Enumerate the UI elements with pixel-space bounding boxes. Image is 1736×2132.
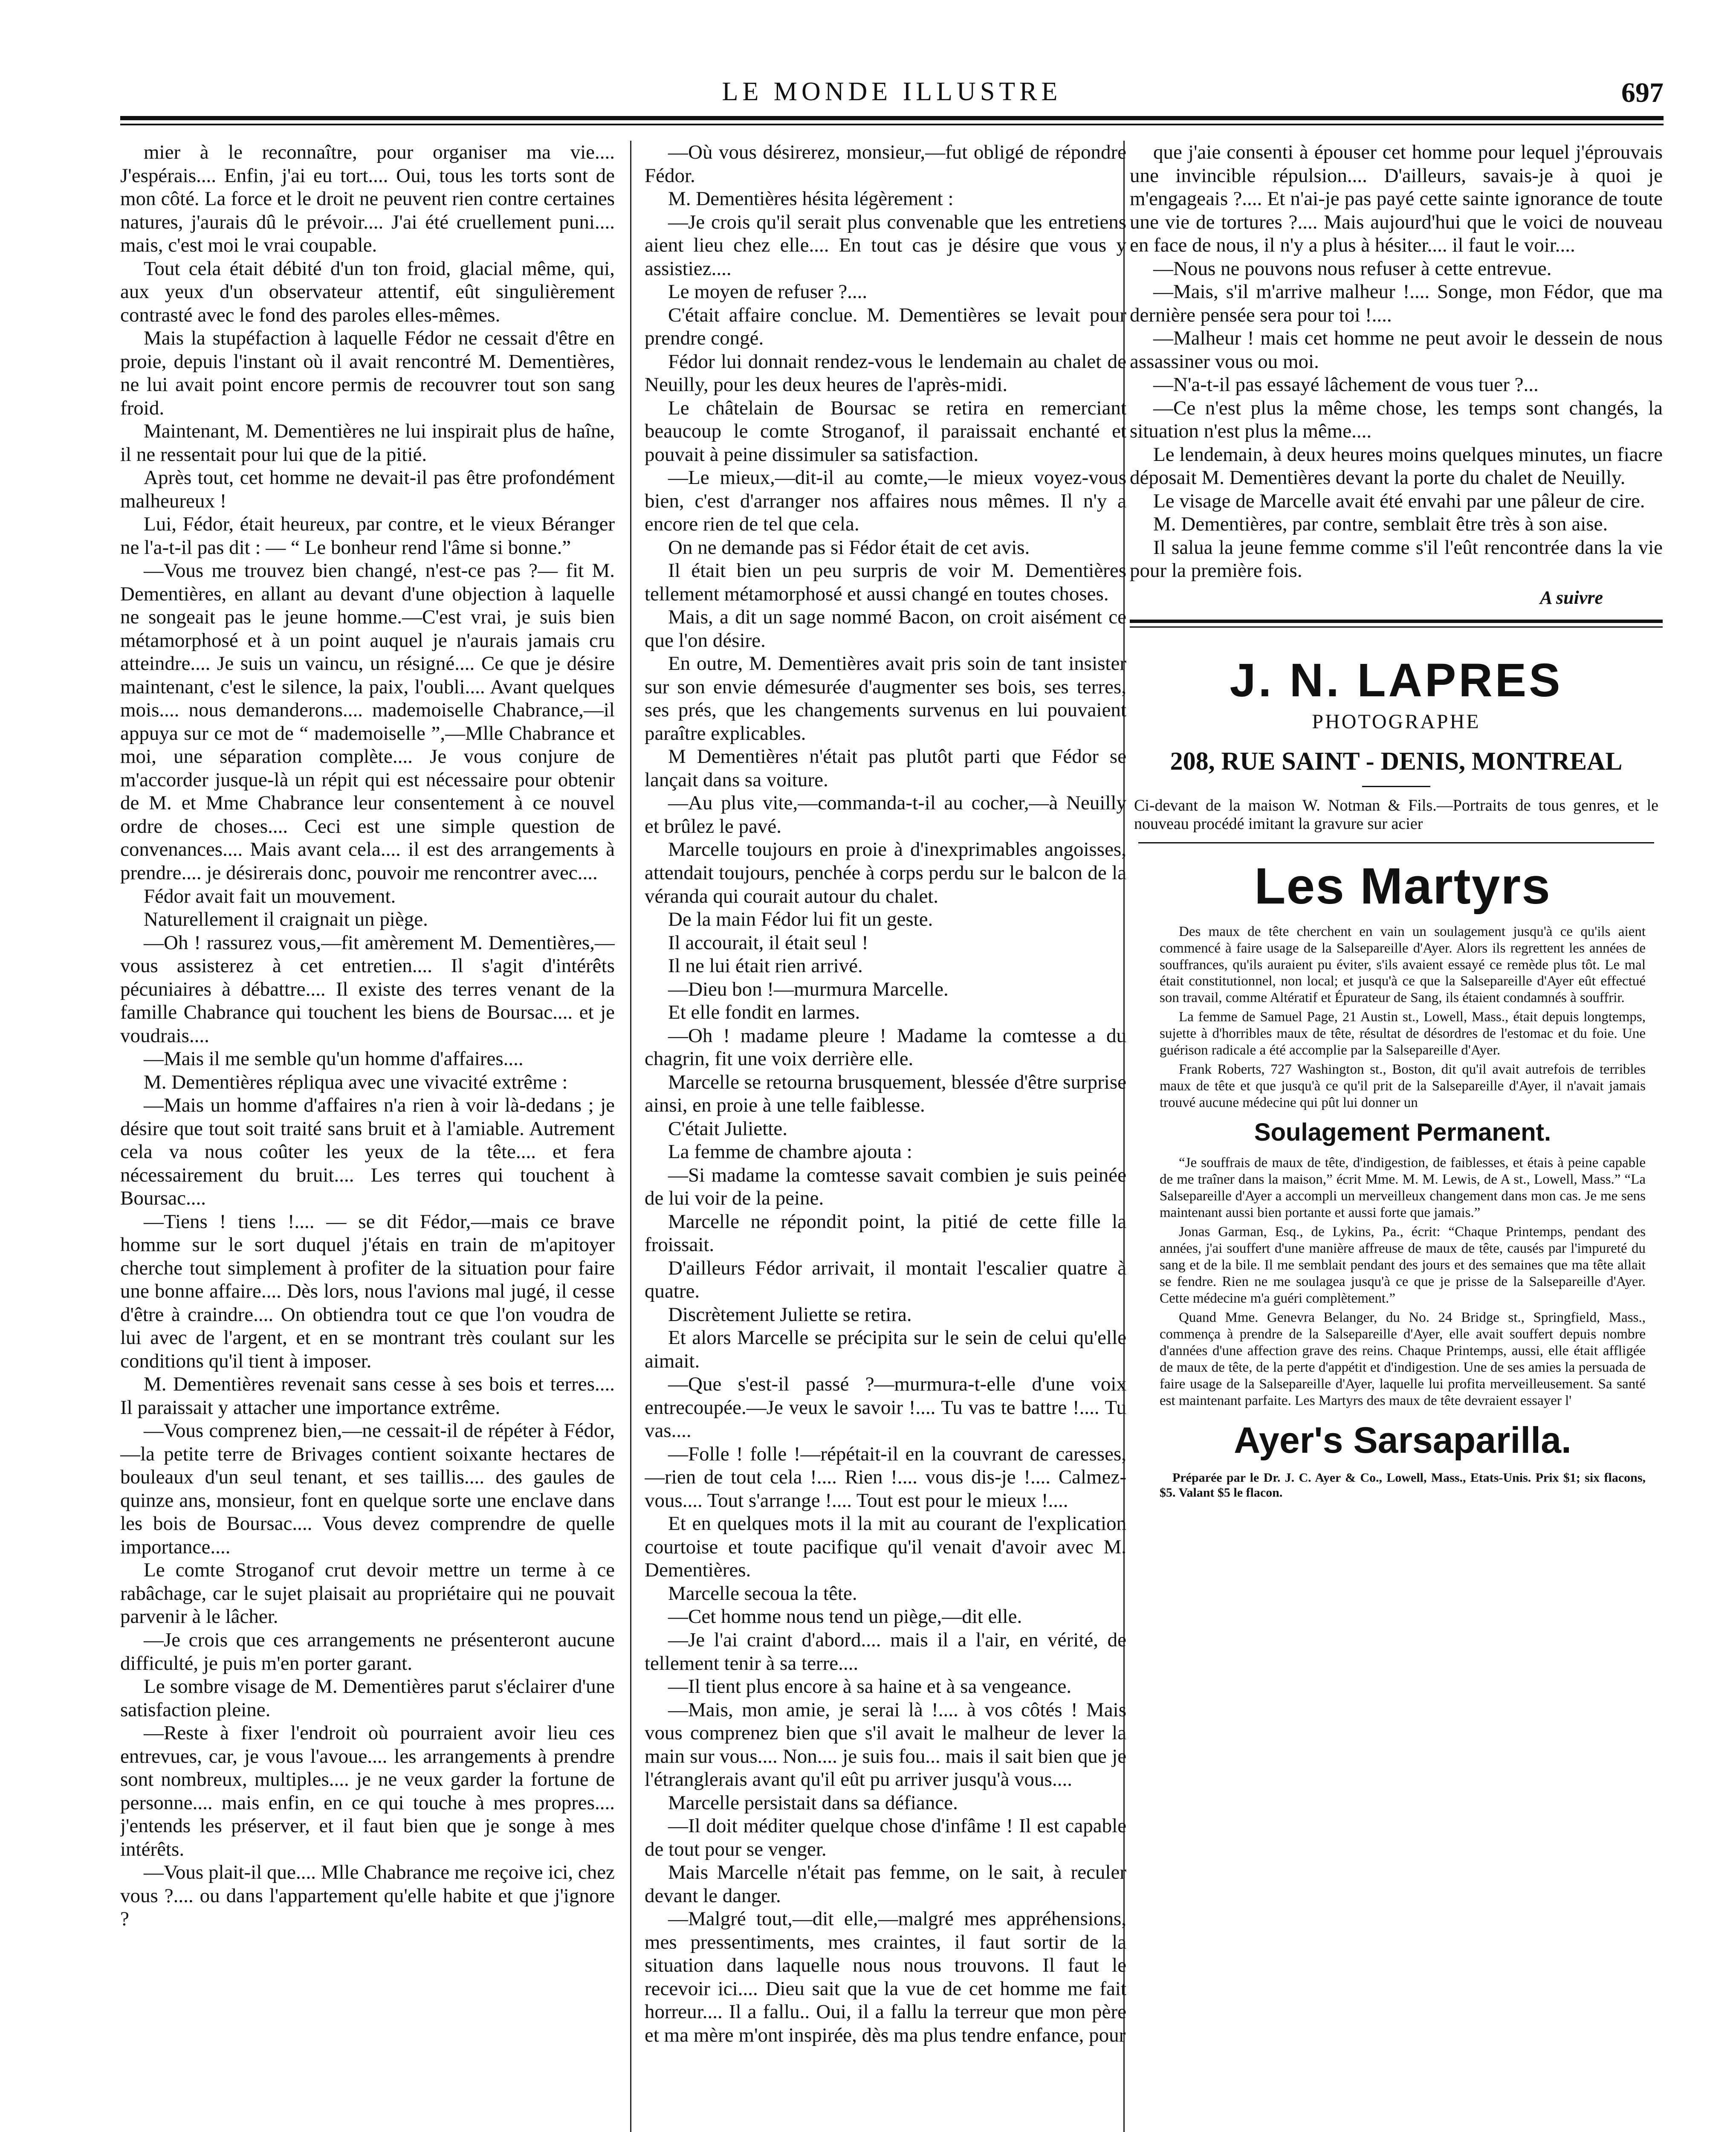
paragraph: Fédor avait fait un mouvement. <box>144 885 396 907</box>
paragraph: C'était affaire conclue. M. Dementières se levait pour prendre congé. <box>645 304 1126 350</box>
paragraph: Mais Marcelle n'était pas femme, on le sait, à reculer devant le danger. <box>645 1861 1126 1907</box>
paragraph: Marcelle persistait dans sa défiance. <box>668 1791 958 1814</box>
lapres-advertisement <box>1130 653 1663 834</box>
ad-separator-thick <box>1130 620 1663 623</box>
paragraph: C'était Juliette. <box>668 1117 787 1140</box>
paragraph: —Je l'ai craint d'abord.... mais il a l'air, en vérité, de tellement tenir à sa terre.... <box>645 1629 1126 1674</box>
paragraph: Maintenant, M. Dementières ne lui inspirait plus de haîne, il ne ressentait pour lui que de la pitié. <box>120 420 615 466</box>
paragraph: —Reste à fixer l'endroit où pourraient avoir lieu ces entrevues, car, je vous l'avoue.... les arrangements à prendre sont nombreux, multiples.... je ne veux garder la fortune de personne.... mais enfin, en ce qui touche à mes propres.... j'entends les préserver, et il faut bien que je songe à mes intérêts. <box>120 1722 615 1860</box>
paragraph: —Nous ne pouvons nous refuser à cette entrevue. <box>1153 257 1552 280</box>
lapres-address: 208, RUE SAINT - DENIS, MONTREAL <box>1170 747 1623 776</box>
lapres-divider <box>1362 786 1430 787</box>
paragraph: Le visage de Marcelle avait été envahi par une pâleur de cire. <box>1153 490 1645 512</box>
paragraph: —Il tient plus encore à sa haine et à sa vengeance. <box>668 1675 1072 1698</box>
paragraph: M. Dementières répliqua avec une vivacité extrême : <box>144 1071 568 1093</box>
column-divider <box>630 141 631 2132</box>
paragraph: Naturellement il craignait un piège. <box>144 908 428 931</box>
paragraph: Lui, Fédor, était heureux, par contre, et le vieux Béranger ne l'a-t-il pas dit : — “ Le bonheur rend l'âme si bonne.” <box>120 513 615 559</box>
paragraph: —Mais un homme d'affaires n'a rien à voir là-dedans ; je désire que tout soit traité sans bruit et à l'amiable. Autrement cela va nous coûter les yeux de la tête.... et fera nécessairement du bruit.... Les terres qui touchent à Boursac.... <box>120 1094 615 1210</box>
page-number: 697 <box>1621 77 1664 108</box>
paragraph: —N'a-t-il pas essayé lâchement de vous tuer ?... <box>1153 374 1539 396</box>
paragraph: —Ce n'est plus la même chose, les temps sont changés, la situation n'est plus la même.... <box>1130 397 1663 443</box>
paragraph: Il était bien un peu surpris de voir M. Dementières tellement métamorphosé et aussi changé en toutes choses. <box>645 559 1126 605</box>
paragraph: —Oh ! rassurez vous,—fit amèrement M. Dementières,—vous assisterez à cet entretien.... Il s'agit d'intérêts pécuniaires à débattre.... Il existe des terres venant de la famille Chabrance qui touchent les biens de Boursac.... et je voudrais.... <box>120 931 615 1047</box>
paragraph: que j'aie consenti à épouser cet homme pour lequel j'éprouvais une invincible répulsion.... D'ailleurs, savais-je à quoi je m'engageais ?.... Et n'ai-je pas payé cette sainte ignorance de toute une vie de tortures ?.... Mais aujourd'hui que le voici de nouveau en face de nous, il n'y a plus à hésiter.... il faut le voir.... <box>1130 141 1663 257</box>
header-rule-thick <box>120 116 1664 120</box>
masthead <box>120 77 1664 115</box>
paragraph: Mais, a dit un sage nommé Bacon, on croit aisément ce que l'on désire. <box>645 606 1126 652</box>
paragraph: —Il doit méditer quelque chose d'infâme ! Il est capable de tout pour se venger. <box>645 1815 1126 1860</box>
paragraph: Le châtelain de Boursac se retira en remerciant beaucoup le comte Stroganof, il paraissait enchanté et pouvait à peine dissimuler sa satisfaction. <box>645 397 1126 466</box>
paragraph: Marcelle ne répondit point, la pitié de cette fille la froissait. <box>645 1210 1126 1256</box>
ad-divider <box>1138 842 1654 843</box>
paragraph: —Mais, mon amie, je serai là !.... à vos côtés ! Mais vous comprenez bien que s'il avait le malheur de lever la main sur vous.... Non.... je suis fou... mais il sait bien que je l'étranglerais avant qu'il eût pu arriver jusqu'à vous.... <box>645 1698 1126 1791</box>
paragraph: —Cet homme nous tend un piège,—dit elle. <box>668 1605 1022 1628</box>
paragraph: M Dementières n'était pas plutôt parti que Fédor se lançait dans sa voiture. <box>645 745 1126 791</box>
ayer-headline: Les Martyrs <box>1254 857 1551 915</box>
ayer-testimonial: “Je souffrais de maux de tête, d'indigestion, de faiblesses, et étais à peine capable de me traîner dans la maison,” écrit Mme. M. M. Lewis, de A st., Lowell, Mass.” “La Salsepareille d'Ayer a accompli un merveilleux changement dans mon cas. Je me sens maintenant aussi bien portante et aussi forte que jamais.” <box>1160 1155 1646 1221</box>
paragraph: Après tout, cet homme ne devait-il pas être profondément malheureux ! <box>120 466 615 512</box>
paragraph: —Oh ! madame pleure ! Madame la comtesse a du chagrin, fit une voix derrière elle. <box>645 1024 1126 1070</box>
ad-separator-thin <box>1130 626 1663 628</box>
paragraph: Et en quelques mots il la mit au courant de l'explication courtoise et toute pacifique qu'il venait d'avoir avec M. Dementières. <box>645 1512 1126 1582</box>
lapres-profession: PHOTOGRAPHE <box>1312 710 1481 733</box>
a-suivre: A suivre <box>1540 587 1603 608</box>
paragraph: —Malgré tout,—dit elle,—malgré mes appréhensions, mes pressentiments, mes craintes, il faut sortir de la situation dans laquelle nous nous trouvons. Il faut le recevoir ici.... Dieu sait que la vue de cet homme me fait horreur.... Il a fallu.. Oui, il a fallu la terreur que mon père et ma mère m'ont inspirée, dès ma plus tendre enfance, pour <box>645 1908 1126 2046</box>
paragraph: —Que s'est-il passé ?—murmura-t-elle d'une voix entrecoupée.—Je veux le savoir !.... Tu vas te battre !.... Tu vas.... <box>645 1373 1126 1442</box>
paragraph: —Au plus vite,—commanda-t-il au cocher,—à Neuilly et brûlez le pavé. <box>645 792 1126 837</box>
paragraph: —Tiens ! tiens !.... — se dit Fédor,—mais ce brave homme sur le sort duquel j'étais en train de m'apitoyer cherche tout simplement à profiter de la situation pour faire une bonne affaire.... Dès lors, nous l'avions mal jugé, il cesse d'être à craindre.... On obtiendra tout ce que l'on voudra de lui avec de l'argent, et en se montrant très coulant sur les conditions qu'il tient à imposer. <box>120 1210 615 1372</box>
column-3 <box>1130 141 1663 2132</box>
paragraph: La femme de chambre ajouta : <box>668 1141 912 1163</box>
paragraph: Le comte Stroganof crut devoir mettre un terme à ce rabâchage, car le sujet plaisait au propriétaire qui ne pouvait parvenir à le lâcher. <box>120 1559 615 1628</box>
paragraph: mier à le reconnaître, pour organiser ma vie.... J'espérais.... Enfin, j'ai eu tort.... Oui, tous les torts sont de mon côté. La force et le droit ne peuvent rien contre certaines natures, j'aurais dû le prévoir.... J'ai été cruellement puni.... mais, c'est moi le vrai coupable. <box>120 141 615 257</box>
paragraph: Il ne lui était rien arrivé. <box>668 955 863 977</box>
ayer-testimonial: Jonas Garman, Esq., de Lykins, Pa., écrit: “Chaque Printemps, pendant des années, j'ai souffert d'une manière affreuse de maux de tête, causés par l'impureté du sang et de la bile. Il me semblait pendant des jours et des semaines que ma tête allait se fendre. Rien ne me soulagea jusqu'à ce que je prisse de la Salsepareille d'Ayer. Cette médecine m'a guéri complètement.” <box>1160 1224 1646 1306</box>
paragraph: —Mais il me semble qu'un homme d'affaires.... <box>144 1048 524 1070</box>
column-2 <box>645 141 1126 2132</box>
lapres-description: Ci-devant de la maison W. Notman & Fils.—Portraits de tous genres, et le nouveau procédé imitant la gravure sur acier <box>1134 796 1658 833</box>
ayer-testimonial: Frank Roberts, 727 Washington st., Boston, dit qu'il avait autrefois de terribles maux de tête et que jusqu'à ce qu'il prit de la Salsepareille d'Ayer, il n'avait jamais trouvé aucune médecine qui pût lui donner un <box>1160 1062 1646 1111</box>
ayer-testimonial: La femme de Samuel Page, 21 Austin st., Lowell, Mass., était depuis longtemps, sujette à d'horribles maux de tête, résultat de désordres de l'estomac et du foie. Une guérison radicale a été accomplie par la Salsepareille d'Ayer. <box>1160 1009 1646 1058</box>
paragraph: On ne demande pas si Fédor était de cet avis. <box>668 536 1030 559</box>
lapres-name: J. N. LAPRES <box>1230 654 1563 707</box>
ayer-testimonial: Quand Mme. Genevra Belanger, du No. 24 Bridge st., Springfield, Mass., commença à prendre de la Salsepareille d'Ayer, elle avait souffert depuis nombre d'années d'une affection grave des reins. Chaque Printemps, aussi, elle était affligée de maux de tête, de la perte d'appétit et d'indigestion. Une de ses amies la persuada de faire usage de la Salsepareille d'Ayer, laquelle lui profita merveilleusement. Sa santé est maintenant parfaite. Les Martyrs des maux de tête devraient essayer l' <box>1160 1309 1646 1408</box>
paragraph: —Où vous désirerez, monsieur,—fut obligé de répondre Fédor. <box>645 141 1126 187</box>
paragraph: —Vous plait-il que.... Mlle Chabrance me reçoive ici, chez vous ?.... ou dans l'appartement qu'elle habite et que j'ignore ? <box>120 1861 615 1930</box>
paragraph: Marcelle se retourna brusquement, blessée d'être surprise ainsi, en proie à une telle faiblesse. <box>645 1071 1126 1117</box>
ayer-footer: Préparée par le Dr. J. C. Ayer & Co., Lowell, Mass., Etats-Unis. Prix $1; six flacons, $5. Valant $5 le flacon. <box>1160 1470 1646 1500</box>
paragraph: —Malheur ! mais cet homme ne peut avoir le dessein de nous assassiner vous ou moi. <box>1130 327 1663 373</box>
paragraph: —Le mieux,—dit-il au comte,—le mieux voyez-vous bien, c'est d'arranger nos affaires nous mêmes. Il n'y a encore rien de tel que cela. <box>645 466 1126 536</box>
publication-title: LE MONDE ILLUSTRE <box>722 77 1062 106</box>
paragraph: D'ailleurs Fédor arrivait, il montait l'escalier quatre à quatre. <box>645 1257 1126 1303</box>
paragraph: Marcelle secoua la tête. <box>668 1582 857 1605</box>
paragraph: Et alors Marcelle se précipita sur le sein de celui qu'elle aimait. <box>645 1327 1126 1372</box>
paragraph: —Je crois que ces arrangements ne présenteront aucune difficulté, je puis m'en porter garant. <box>120 1629 615 1674</box>
paragraph: Il accourait, il était seul ! <box>668 931 868 954</box>
paragraph: En outre, M. Dementières avait pris soin de tant insister sur son envie démesurée d'augmenter ses bois, ses terres, ses prés, que les changements survenus en lui pouvaient paraître explicables. <box>645 652 1126 744</box>
ayer-advertisement <box>1130 856 1663 1501</box>
ayer-intro: Des maux de tête cherchent en vain un soulagement jusqu'à ce qu'ils aient commencé à faire usage de la Salsepareille d'Ayer. Alors ils regrettent les années de souffrances, qu'ils auraient pu éviter, s'ils avaient essayé ce remède plus tôt. Le mal était constitutionnel, non local; et jusqu'à ce que la Salsepareille d'Ayer eût effectué son travail, comme Altératif et Épurateur de Sang, ils étaient condamnés à souffrir. <box>1160 924 1646 1006</box>
paragraph: Le moyen de refuser ?.... <box>668 281 868 303</box>
paragraph: Marcelle toujours en proie à d'inexprimables angoisses, attendait toujours, penchée à corps perdu sur le balcon de la véranda qui courait autour du chalet. <box>645 838 1126 907</box>
paragraph: —Folle ! folle !—répétait-il en la couvrant de caresses,—rien de tout cela !.... Rien !.... vous dis-je !.... Calmez-vous.... Tout s'arrange !.... Tout est pour le mieux !.... <box>645 1443 1126 1512</box>
paragraph: —Mais, s'il m'arrive malheur !.... Songe, mon Fédor, que ma dernière pensée sera pour toi !.... <box>1130 281 1663 326</box>
paragraph: Fédor lui donnait rendez-vous le lendemain au chalet de Neuilly, pour les deux heures de l'après-midi. <box>645 350 1126 396</box>
paragraph: Discrètement Juliette se retira. <box>668 1303 912 1326</box>
ayer-product-name: Ayer's Sarsaparilla. <box>1234 1420 1571 1461</box>
paragraph: —Je crois qu'il serait plus convenable que les entretiens aient lieu chez elle.... En tout cas je désire que vous y assistiez.... <box>645 211 1126 280</box>
header-rule-thin <box>120 124 1664 125</box>
paragraph: Le sombre visage de M. Dementières parut s'éclairer d'une satisfaction pleine. <box>120 1675 615 1721</box>
paragraph: —Vous me trouvez bien changé, n'est-ce pas ?— fit M. Dementières, en allant au devant d'une objection à laquelle ne songeait pas le jeune homme.—C'est vrai, je suis bien métamorphosé et à un point auquel je n'aurais jamais cru atteindre.... Je suis un vaincu, un résigné.... Ce que je désire maintenant, c'est le silence, la paix, l'oubli.... Avant quelques mois.... nous demanderons.... mademoiselle Chabrance,—il appuya sur ce mot de “ mademoiselle ”,—Mlle Chabrance et moi, une séparation complète.... Je vous conjure de m'accorder jusque-là un répit qui est nécessaire pour obtenir de M. et Mme Chabrance leur consentement à ce nouvel ordre de choses.... Ceci est une simple question de convenances.... Mais avant cela.... il est des arrangements à prendre.... je désirerais donc, pouvoir me rencontrer avec.... <box>120 559 615 884</box>
paragraph: Mais la stupéfaction à laquelle Fédor ne cessait d'être en proie, depuis l'instant où il avait rencontré M. Dementières, ne lui avait point encore permis de recouvrer tout son sang froid. <box>120 327 615 419</box>
paragraph: —Dieu bon !—murmura Marcelle. <box>668 978 949 1000</box>
paragraph: M. Dementières revenait sans cesse à ses bois et terres.... Il paraissait y attacher une importance extrême. <box>120 1373 615 1419</box>
paragraph: De la main Fédor lui fit un geste. <box>668 908 933 931</box>
paragraph: Et elle fondit en larmes. <box>668 1001 860 1024</box>
paragraph: M. Dementières, par contre, semblait être très à son aise. <box>1153 513 1608 536</box>
paragraph: M. Dementières hésita légèrement : <box>668 188 954 210</box>
column-3-story <box>1130 141 1663 582</box>
paragraph: Le lendemain, à deux heures moins quelques minutes, un fiacre déposait M. Dementières devant la porte du chalet de Neuilly. <box>1130 443 1663 489</box>
column-1 <box>120 141 615 2132</box>
paragraph: —Si madame la comtesse savait combien je suis peinée de lui voir de la peine. <box>645 1164 1126 1210</box>
paragraph: Tout cela était débité d'un ton froid, glacial même, qui, aux yeux d'un observateur attentif, eût singulièrement contrasté avec le fond des paroles elles-mêmes. <box>120 257 615 326</box>
paragraph: Il salua la jeune femme comme s'il l'eût rencontrée dans la vie pour la première fois. <box>1130 536 1663 582</box>
paragraph: —Vous comprenez bien,—ne cessait-il de répéter à Fédor,—la petite terre de Brivages contient soixante hectares de bouleaux d'un seul tenant, et ses taillis.... des gaules de quinze ans, monsieur, font en quelque sorte une enclave dans les bois de Boursac.... Vous devez comprendre de quelle importance.... <box>120 1419 615 1558</box>
ayer-subheadline: Soulagement Permanent. <box>1254 1118 1551 1146</box>
